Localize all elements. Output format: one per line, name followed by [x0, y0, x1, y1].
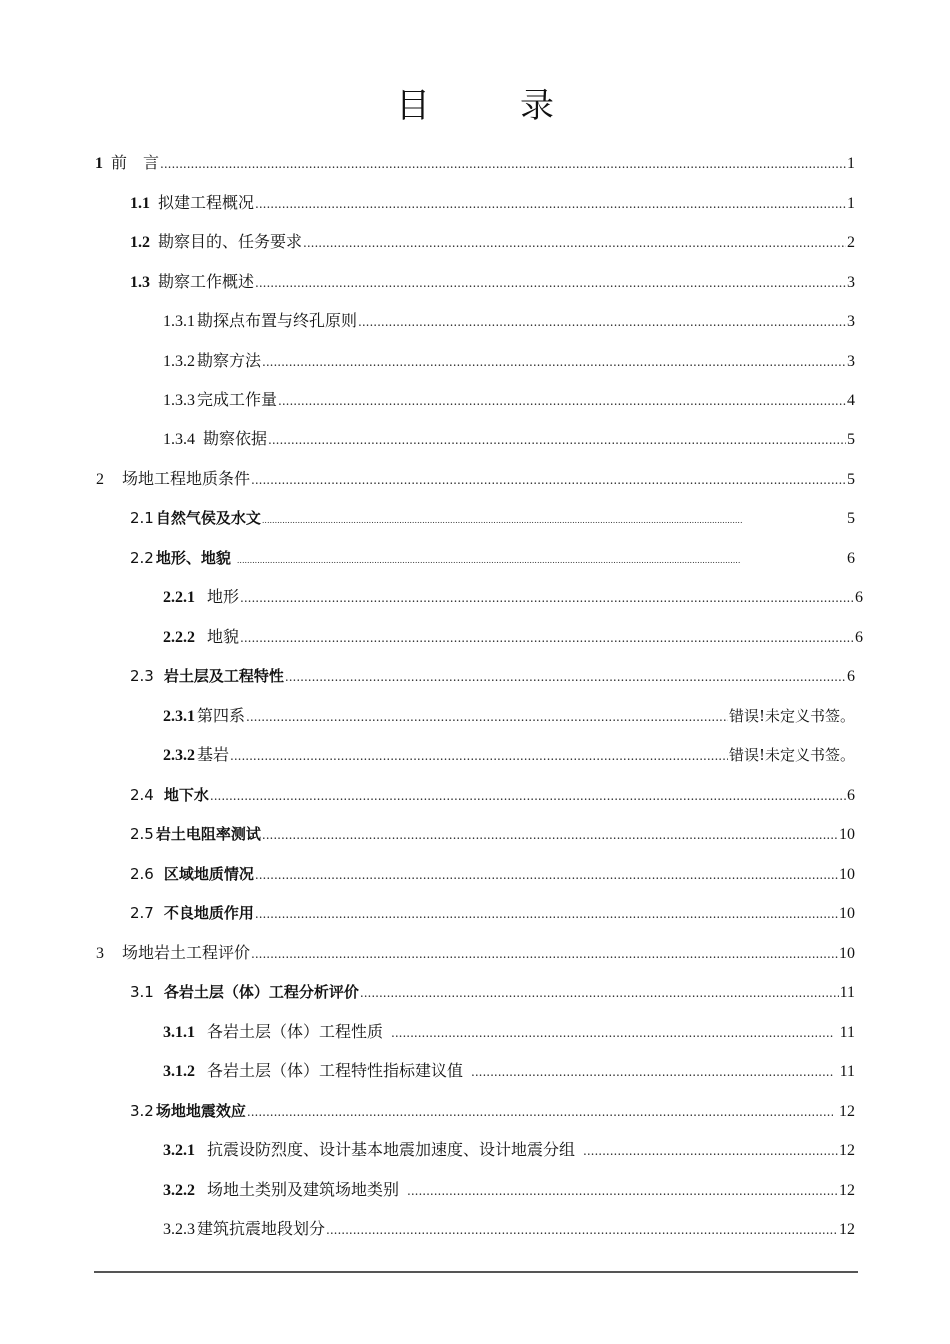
toc-leader-dots	[268, 419, 846, 460]
toc-entry-label: 勘探点布置与终孔原则	[197, 311, 358, 330]
toc-leader-dots	[210, 775, 846, 816]
toc-entry-number: 2.2.1	[163, 589, 195, 606]
toc-entry[interactable]	[96, 459, 855, 499]
toc-entry-label: 不良地质作用	[163, 904, 254, 922]
toc-entry-label: 地形、地貌	[155, 549, 231, 567]
toc-leader-dots	[255, 183, 846, 224]
toc-entry-page: 6	[847, 550, 855, 567]
toc-entry[interactable]	[163, 1209, 855, 1249]
toc-entry[interactable]	[130, 1091, 855, 1131]
toc-entry-label: 各岩土层（体）工程特性指标建议值	[207, 1061, 464, 1080]
toc-entry-label: 勘察方法	[197, 351, 262, 370]
toc-entry-number: 2.2.2	[163, 629, 195, 646]
toc-entry-number: 2.7	[130, 904, 154, 922]
toc-entry-page: 5	[847, 510, 855, 527]
toc-entry-page: 10	[839, 905, 855, 922]
toc-entry-label: 场地地震效应	[155, 1102, 246, 1120]
toc-leader-dots	[255, 893, 838, 934]
toc-entry-label: 各岩土层（体）工程分析评价	[163, 983, 359, 1001]
toc-entry-number: 1.3	[130, 274, 150, 291]
toc-leader-dots	[237, 538, 741, 581]
toc-entry-page: 6	[855, 589, 863, 606]
toc-entry-label: 勘察目的、任务要求	[158, 232, 303, 251]
toc-entry-page: 5	[847, 471, 855, 488]
toc-leader-dots	[240, 617, 854, 658]
page-title: 目 录	[396, 86, 582, 126]
toc-entry[interactable]	[130, 498, 855, 538]
toc-entry-page: 12	[839, 1142, 855, 1159]
toc-entry-number: 1.3.4	[163, 431, 195, 448]
toc-entry-number: 2.1	[130, 509, 154, 527]
toc-entry-label: 区域地质情况	[163, 865, 254, 883]
toc-entry-number: 3.1.1	[163, 1024, 195, 1041]
toc-entry-label: 拟建工程概况	[158, 193, 255, 212]
toc-entry[interactable]	[163, 1170, 855, 1210]
toc-leader-dots	[391, 1012, 834, 1053]
toc-entry-number: 1.3.1	[163, 313, 195, 330]
toc-leader-dots	[160, 143, 846, 184]
toc-entry[interactable]	[130, 183, 855, 223]
toc-leader-dots	[358, 301, 846, 342]
toc-entry-label: 勘察工作概述	[158, 272, 255, 291]
toc-entry-label: 场地岩土工程评价	[122, 943, 251, 962]
toc-entry-number: 3.1	[130, 983, 154, 1001]
toc-entry[interactable]	[163, 577, 863, 617]
toc-entry-number: 2.5	[130, 825, 154, 843]
toc-entry-page: 12	[839, 1221, 855, 1238]
toc-entry-number: 2.3.1	[163, 708, 195, 725]
toc-entry-label: 前 言	[111, 153, 160, 172]
toc-entry-label: 抗震设防烈度、设计基本地震加速度、设计地震分组	[207, 1140, 576, 1159]
toc-entry-number: 3.2.3	[163, 1221, 195, 1238]
toc-entry[interactable]	[95, 143, 855, 183]
toc-entry-page: 3	[847, 353, 855, 370]
toc-entry-page: 10	[839, 866, 855, 883]
toc-leader-dots	[247, 1091, 833, 1132]
toc-entry[interactable]	[163, 1012, 855, 1052]
toc-entry[interactable]	[130, 262, 855, 302]
toc-entry-number: 1.1	[130, 195, 150, 212]
toc-entry-label: 地下水	[163, 786, 209, 804]
toc-entry[interactable]	[163, 735, 855, 775]
toc-entry-label: 地形	[207, 587, 240, 606]
toc-entry-label: 完成工作量	[197, 390, 278, 409]
toc-leader-dots	[262, 814, 838, 855]
toc-entry-label: 各岩土层（体）工程性质	[207, 1022, 384, 1041]
toc-entry-page: 3	[847, 274, 855, 291]
toc-entry-label: 勘察依据	[203, 429, 268, 448]
toc-entry[interactable]	[130, 893, 855, 933]
toc-entry[interactable]	[163, 380, 855, 420]
toc-leader-dots	[285, 656, 846, 697]
toc-entry-number: 1.3.2	[163, 353, 195, 370]
toc-entry-number: 2.2	[130, 549, 154, 567]
toc-entry-page: 1	[847, 195, 855, 212]
footer-divider	[94, 1271, 858, 1273]
toc-entry-page: 11	[839, 1063, 855, 1080]
toc-entry[interactable]	[163, 301, 855, 341]
toc-entry[interactable]	[163, 1051, 855, 1091]
toc-entry-number: 2.6	[130, 865, 154, 883]
toc-entry[interactable]	[163, 341, 855, 381]
toc-entry-number: 2	[96, 471, 104, 488]
toc-leader-dots	[262, 498, 743, 541]
toc-entry-page: 11	[839, 1024, 855, 1041]
toc-entry-label: 自然气侯及水文	[155, 509, 261, 527]
toc-entry[interactable]	[130, 538, 855, 578]
toc-leader-dots	[255, 854, 838, 895]
toc-entry[interactable]	[163, 1130, 855, 1170]
toc-entry-label: 场地工程地质条件	[122, 469, 251, 488]
toc-entry-number: 1	[95, 155, 103, 172]
toc-leader-dots	[251, 933, 838, 974]
toc-leader-dots	[326, 1209, 838, 1250]
toc-entry-label: 岩土电阻率测试	[155, 825, 261, 843]
toc-entry[interactable]	[130, 972, 855, 1012]
toc-entry-page: 2	[847, 234, 855, 251]
toc-entry-number: 1.3.3	[163, 392, 195, 409]
toc-leader-dots	[255, 262, 846, 303]
toc-leader-dots	[262, 341, 846, 382]
toc-entry[interactable]	[130, 222, 855, 262]
toc-entry-number: 3	[96, 945, 104, 962]
toc-leader-dots	[303, 222, 846, 263]
toc-entry-page: 10	[839, 945, 855, 962]
toc-entry-number: 3.1.2	[163, 1063, 195, 1080]
toc-entry[interactable]	[163, 419, 855, 459]
toc-entry[interactable]	[130, 656, 855, 696]
toc-entry-label: 地貌	[207, 627, 240, 646]
toc-entry-label: 建筑抗震地段划分	[197, 1219, 326, 1238]
toc-entry-number: 3.2.1	[163, 1142, 195, 1159]
toc-leader-dots	[246, 696, 728, 737]
toc-entry-page: 错误!未定义书签。	[728, 746, 855, 764]
toc-leader-dots	[240, 577, 854, 618]
toc-entry-label: 场地土类别及建筑场地类别	[207, 1180, 400, 1199]
toc-entry-page: 10	[839, 826, 855, 843]
toc-entry-page: 6	[847, 787, 855, 804]
toc-entry[interactable]	[130, 814, 855, 854]
toc-leader-dots	[251, 459, 846, 500]
toc-entry-label: 第四系	[197, 706, 246, 725]
toc-entry-page: 11	[839, 984, 855, 1001]
toc-leader-dots	[583, 1130, 838, 1171]
toc-entry-page: 6	[855, 629, 863, 646]
toc-entry-page: 5	[847, 431, 855, 448]
toc-leader-dots	[278, 380, 846, 421]
toc-entry-number: 2.4	[130, 786, 154, 804]
toc-entry-page: 1	[847, 155, 855, 172]
toc-entry-label: 基岩	[197, 745, 230, 764]
toc-entry-number: 3.2.2	[163, 1182, 195, 1199]
toc-entry-page: 4	[847, 392, 855, 409]
toc-entry-page: 错误!未定义书签。	[728, 707, 855, 725]
toc-entry-page: 3	[847, 313, 855, 330]
toc-entry-label: 岩土层及工程特性	[163, 667, 284, 685]
toc-entry-number: 3.2	[130, 1102, 154, 1120]
toc-entry[interactable]	[130, 854, 855, 894]
toc-entry-number: 2.3.2	[163, 747, 195, 764]
toc-entry-number: 2.3	[130, 667, 154, 685]
toc-leader-dots	[360, 972, 839, 1013]
toc-leader-dots	[407, 1170, 838, 1211]
toc-entry-number: 1.2	[130, 234, 150, 251]
toc-entry-page: 6	[847, 668, 855, 685]
toc-leader-dots	[230, 735, 728, 776]
toc-entry[interactable]	[130, 775, 855, 815]
toc-entry[interactable]	[163, 696, 855, 736]
toc-entry-page: 12	[839, 1103, 855, 1120]
toc-entry[interactable]	[163, 617, 863, 657]
toc-leader-dots	[471, 1051, 834, 1092]
toc-entry[interactable]	[96, 933, 855, 973]
toc-entry-page: 12	[839, 1182, 855, 1199]
